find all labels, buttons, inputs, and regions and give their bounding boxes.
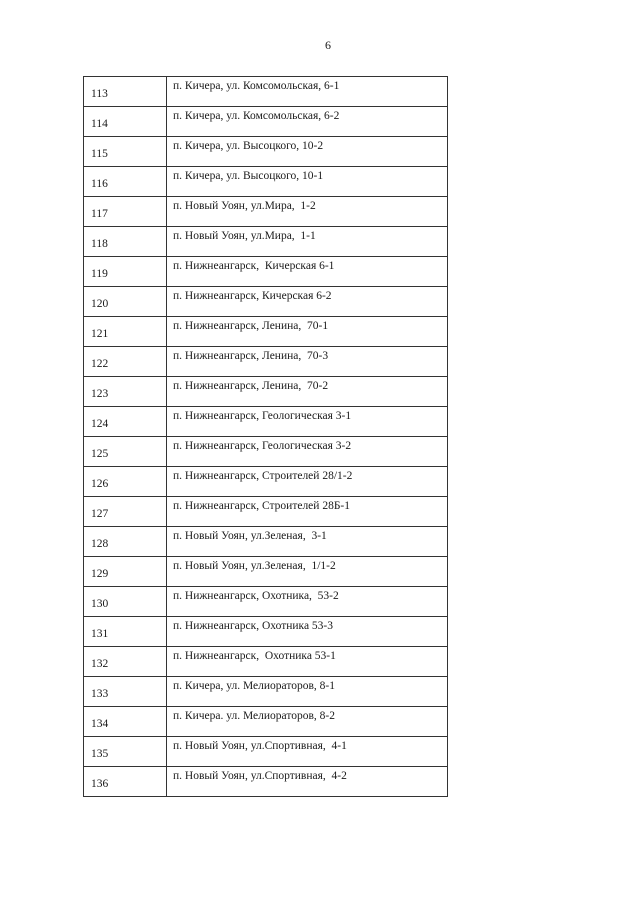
row-number: 120 xyxy=(84,287,167,317)
row-address: п. Кичера, ул. Комсомольская, 6-1 xyxy=(167,77,448,107)
row-number: 133 xyxy=(84,677,167,707)
row-number: 124 xyxy=(84,407,167,437)
row-address: п. Нижнеангарск, Кичерская 6-1 xyxy=(167,257,448,287)
address-table xyxy=(83,76,448,797)
table-row xyxy=(84,557,448,587)
row-address: п. Новый Уоян, ул.Спортивная, 4-1 xyxy=(167,737,448,767)
row-address: п. Новый Уоян, ул.Спортивная, 4-2 xyxy=(167,767,448,797)
table-row xyxy=(84,107,448,137)
table-row xyxy=(84,617,448,647)
row-number: 117 xyxy=(84,197,167,227)
row-number: 125 xyxy=(84,437,167,467)
table-row xyxy=(84,287,448,317)
row-number: 113 xyxy=(84,77,167,107)
row-address: п. Нижнеангарск, Строителей 28Б-1 xyxy=(167,497,448,527)
table-row xyxy=(84,677,448,707)
row-number: 119 xyxy=(84,257,167,287)
row-number: 136 xyxy=(84,767,167,797)
row-number: 129 xyxy=(84,557,167,587)
table-row xyxy=(84,77,448,107)
row-address: п. Нижнеангарск, Геологическая 3-1 xyxy=(167,407,448,437)
row-address: п. Нижнеангарск, Охотника, 53-2 xyxy=(167,587,448,617)
row-address: п. Новый Уоян, ул.Мира, 1-1 xyxy=(167,227,448,257)
row-number: 135 xyxy=(84,737,167,767)
table-row xyxy=(84,437,448,467)
row-number: 114 xyxy=(84,107,167,137)
row-address: п. Нижнеангарск, Охотника 53-3 xyxy=(167,617,448,647)
row-address: п. Кичера, ул. Высоцкого, 10-2 xyxy=(167,137,448,167)
row-number: 118 xyxy=(84,227,167,257)
table-row xyxy=(84,767,448,797)
row-number: 131 xyxy=(84,617,167,647)
page-number: 6 xyxy=(325,38,331,52)
table-row xyxy=(84,377,448,407)
table-row xyxy=(84,197,448,227)
row-number: 134 xyxy=(84,707,167,737)
table-row xyxy=(84,347,448,377)
row-number: 127 xyxy=(84,497,167,527)
row-address: п. Нижнеангарск, Ленина, 70-3 xyxy=(167,347,448,377)
table-row xyxy=(84,467,448,497)
table-row xyxy=(84,707,448,737)
row-number: 130 xyxy=(84,587,167,617)
row-address: п. Нижнеангарск, Геологическая 3-2 xyxy=(167,437,448,467)
row-address: п. Кичера, ул. Комсомольская, 6-2 xyxy=(167,107,448,137)
row-number: 128 xyxy=(84,527,167,557)
table-row xyxy=(84,257,448,287)
table-row xyxy=(84,497,448,527)
row-address: п. Нижнеангарск, Ленина, 70-1 xyxy=(167,317,448,347)
table-row xyxy=(84,737,448,767)
row-address: п. Кичера. ул. Мелиораторов, 8-2 xyxy=(167,707,448,737)
table-row xyxy=(84,527,448,557)
row-number: 126 xyxy=(84,467,167,497)
row-address: п. Нижнеангарск, Строителей 28/1-2 xyxy=(167,467,448,497)
table-row xyxy=(84,137,448,167)
table-row xyxy=(84,587,448,617)
table-row xyxy=(84,407,448,437)
row-address: п. Кичера, ул. Высоцкого, 10-1 xyxy=(167,167,448,197)
row-address: п. Новый Уоян, ул.Зеленая, 1/1-2 xyxy=(167,557,448,587)
table-row xyxy=(84,227,448,257)
row-number: 115 xyxy=(84,137,167,167)
row-number: 116 xyxy=(84,167,167,197)
row-number: 123 xyxy=(84,377,167,407)
row-number: 121 xyxy=(84,317,167,347)
table-row xyxy=(84,167,448,197)
table-row xyxy=(84,647,448,677)
row-address: п. Нижнеангарск, Ленина, 70-2 xyxy=(167,377,448,407)
row-address: п. Нижнеангарск, Охотника 53-1 xyxy=(167,647,448,677)
row-number: 122 xyxy=(84,347,167,377)
row-address: п. Новый Уоян, ул.Мира, 1-2 xyxy=(167,197,448,227)
row-address: п. Кичера, ул. Мелиораторов, 8-1 xyxy=(167,677,448,707)
row-number: 132 xyxy=(84,647,167,677)
row-address: п. Новый Уоян, ул.Зеленая, 3-1 xyxy=(167,527,448,557)
row-address: п. Нижнеангарск, Кичерская 6-2 xyxy=(167,287,448,317)
table-row xyxy=(84,317,448,347)
